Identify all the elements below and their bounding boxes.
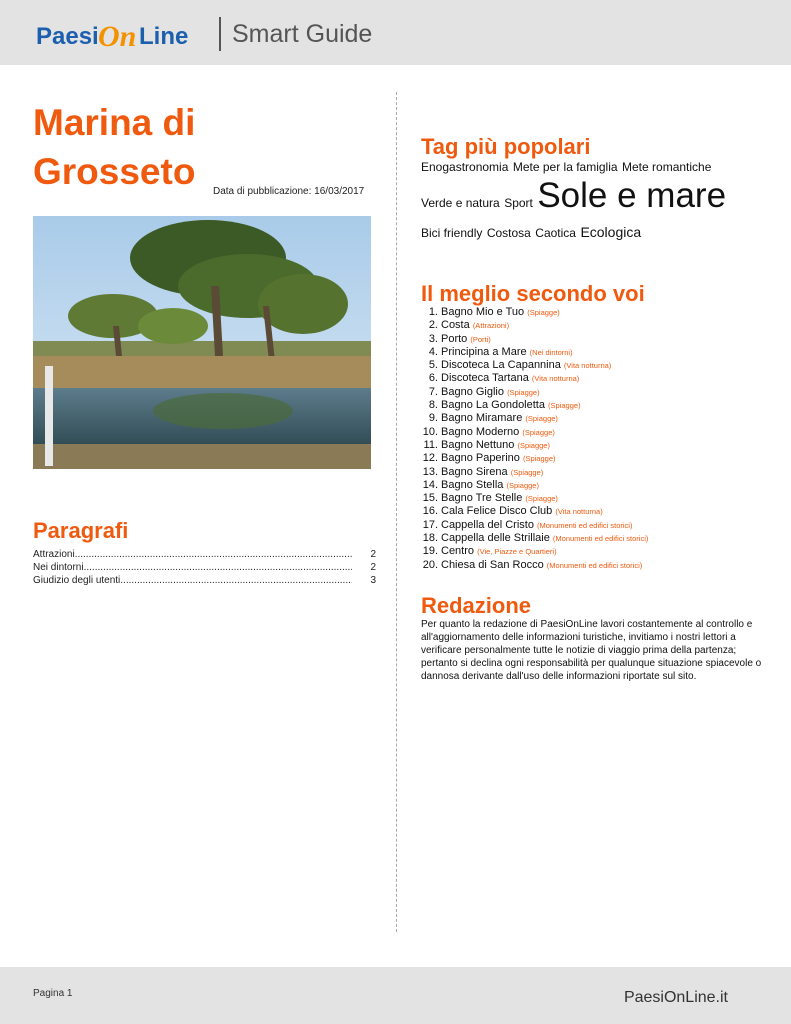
header-divider <box>219 17 221 51</box>
svg-text:Paesi: Paesi <box>36 23 99 50</box>
best-item-number: 9. <box>428 412 438 425</box>
best-list-item[interactable] <box>421 466 781 479</box>
best-item-category[interactable]: (Monumenti ed edifici storici) <box>537 520 633 530</box>
best-item-name[interactable]: Bagno Tre Stelle <box>441 492 523 505</box>
column-divider <box>396 92 397 932</box>
best-item-name[interactable]: Cappella del Cristo <box>441 518 534 531</box>
best-item-number: 14. <box>422 478 438 491</box>
best-list-item[interactable] <box>421 426 781 439</box>
best-item-number: 17. <box>422 518 438 531</box>
best-list-item[interactable] <box>421 439 781 452</box>
best-item-name[interactable]: Bagno Paperino <box>441 452 520 465</box>
best-item-category[interactable]: (Spiagge) <box>522 427 555 437</box>
tag-link[interactable]: Bici friendly <box>421 226 483 240</box>
tag-link[interactable]: Mete romantiche <box>622 160 712 174</box>
best-list-item[interactable] <box>421 346 781 359</box>
toc-page: 3 <box>370 575 376 586</box>
best-list-item[interactable] <box>421 319 781 332</box>
tags-heading: Tag più popolari <box>421 134 591 159</box>
best-list-item[interactable] <box>421 452 781 465</box>
redazione-heading: Redazione <box>421 593 532 618</box>
best-item-number: 13. <box>422 465 438 478</box>
site-link[interactable]: PaesiOnLine.it <box>623 989 728 1006</box>
best-item-name[interactable]: Porto <box>441 332 468 345</box>
best-item-name[interactable]: Cala Felice Disco Club <box>441 505 553 518</box>
best-item-number: 18. <box>422 532 438 545</box>
best-list-item[interactable] <box>421 545 781 558</box>
best-list <box>421 306 781 572</box>
paesionline-logo[interactable] <box>36 16 206 56</box>
svg-text:On: On <box>98 20 137 53</box>
best-item-category[interactable]: (Attrazioni) <box>472 321 510 331</box>
best-item-number: 5. <box>428 359 438 372</box>
best-item-number: 3. <box>428 332 438 345</box>
tag-link[interactable]: Verde e natura <box>421 196 500 210</box>
best-item-name[interactable]: Principina a Mare <box>441 345 527 358</box>
best-item-number: 6. <box>428 372 438 385</box>
page-title <box>33 98 333 196</box>
landscape-photo <box>33 216 371 469</box>
best-item-category[interactable]: (Spiagge) <box>517 440 550 450</box>
best-list-item[interactable] <box>421 519 781 532</box>
tag-cloud <box>421 158 771 242</box>
toc-leader <box>75 548 352 561</box>
toc-leader <box>84 561 352 574</box>
best-list-item[interactable] <box>421 359 781 372</box>
best-item-category[interactable]: (Spiagge) <box>525 414 558 424</box>
header-bar <box>0 0 791 65</box>
best-item-number: 4. <box>428 345 438 358</box>
page-number: Pagina 1 <box>33 988 73 999</box>
best-item-category[interactable]: (Spiagge) <box>525 494 558 504</box>
best-item-number: 2. <box>428 319 438 332</box>
best-item-number: 20. <box>422 558 438 571</box>
best-item-name[interactable]: Bagno Stella <box>441 478 504 491</box>
best-item-number: 10. <box>422 425 438 438</box>
best-item-number: 7. <box>428 385 438 398</box>
best-list-item[interactable] <box>421 306 781 319</box>
best-list-item[interactable] <box>421 532 781 545</box>
best-item-category[interactable]: (Vita notturna) <box>563 361 612 371</box>
footer-bar <box>0 967 791 1024</box>
tag-link[interactable]: Costosa <box>486 226 531 240</box>
best-item-number: 1. <box>428 306 438 318</box>
best-item-name[interactable]: Bagno Nettuno <box>441 438 515 451</box>
best-item-category[interactable]: (Spiagge) <box>507 387 540 397</box>
best-heading: Il meglio secondo voi <box>421 281 645 306</box>
best-item-category[interactable]: (Monumenti ed edifici storici) <box>546 560 643 570</box>
best-list-item[interactable] <box>421 399 781 412</box>
best-item-category[interactable]: (Porti) <box>470 334 491 344</box>
toc-page: 2 <box>370 562 376 573</box>
toc-label[interactable]: Giudizio degli utenti <box>33 575 121 586</box>
toc-page: 2 <box>370 549 376 560</box>
best-item-name[interactable]: Bagno La Gondoletta <box>441 399 545 412</box>
best-item-name[interactable]: Costa <box>441 319 470 332</box>
paragrafi-toc <box>33 548 376 587</box>
best-list-item[interactable] <box>421 559 781 572</box>
tag-link[interactable]: Sole e mare <box>537 176 727 215</box>
best-item-category[interactable]: (Vie, Piazze e Quartieri) <box>477 547 557 557</box>
best-item-name[interactable]: Bagno Sirena <box>441 465 508 478</box>
best-list-item[interactable] <box>421 492 781 505</box>
best-item-number: 11. <box>423 438 438 451</box>
toc-label[interactable]: Attrazioni <box>33 549 75 560</box>
best-item-category[interactable]: (Monumenti ed edifici storici) <box>552 534 649 544</box>
publication-date: Data di pubblicazione: 16/03/2017 <box>213 186 365 197</box>
tag-link[interactable]: Caotica <box>535 226 576 240</box>
tag-link[interactable]: Enogastronomia <box>421 160 509 174</box>
best-item-category[interactable]: (Spiagge) <box>506 480 539 490</box>
best-item-category[interactable]: (Spiagge) <box>548 401 581 411</box>
best-item-number: 8. <box>428 399 438 412</box>
best-item-name[interactable]: Discoteca Tartana <box>441 372 529 385</box>
best-list-item[interactable] <box>421 333 781 346</box>
best-item-category[interactable]: (Spiagge) <box>510 467 544 477</box>
best-item-number: 15. <box>422 492 438 505</box>
best-item-category[interactable]: (Spiagge) <box>522 454 556 464</box>
best-list-item[interactable] <box>421 479 781 492</box>
paragrafi-heading: Paragrafi <box>33 518 129 543</box>
best-item-number: 19. <box>422 545 438 558</box>
header-title: Smart Guide <box>232 20 373 48</box>
toc-leader <box>120 574 352 587</box>
page-title-line1: Marina di <box>33 102 196 143</box>
best-list-item[interactable] <box>421 386 781 399</box>
toc-row[interactable] <box>33 548 376 561</box>
best-item-name[interactable]: Chiesa di San Rocco <box>441 558 544 571</box>
page-title-line2: Grosseto <box>33 151 196 192</box>
svg-text:Line: Line <box>139 23 189 50</box>
redazione-text: Per quanto la redazione di PaesiOnLine lavori costantemente al controllo e all'aggiornamento delle informazioni turistiche, invitiamo i nostri lettori a verificare personalmente tutte le notizie di viaggio prima della partenza; pertanto si declina ogni responsabilità per qualunque situazione spiacevole o dannosa derivante dall'uso delle informazioni riportate sul sito. <box>421 619 762 682</box>
best-list-item[interactable] <box>421 412 781 425</box>
toc-row[interactable] <box>33 574 376 587</box>
best-item-name[interactable]: Bagno Mio e Tuo <box>441 306 525 318</box>
best-item-name[interactable]: Cappella delle Strillaie <box>441 532 550 545</box>
best-item-name[interactable]: Discoteca La Capannina <box>441 359 561 372</box>
best-item-category[interactable]: (Spiagge) <box>527 308 560 317</box>
best-item-name[interactable]: Bagno Moderno <box>441 425 520 438</box>
tag-link[interactable]: Mete per la famiglia <box>512 160 618 174</box>
best-item-number: 12. <box>422 452 438 465</box>
best-item-name[interactable]: Centro <box>441 545 475 558</box>
best-item-category[interactable]: (Nei dintorni) <box>529 347 573 357</box>
tag-link[interactable]: Ecologica <box>580 224 642 240</box>
toc-label[interactable]: Nei dintorni <box>33 562 84 573</box>
best-item-number: 16. <box>422 505 438 518</box>
best-list-item[interactable] <box>421 505 781 518</box>
tag-link[interactable]: Sport <box>504 196 533 210</box>
best-item-name[interactable]: Bagno Miramare <box>441 412 523 425</box>
toc-row[interactable] <box>33 561 376 574</box>
best-item-category[interactable]: (Vita notturna) <box>555 507 603 517</box>
best-item-category[interactable]: (Vita notturna) <box>531 374 580 384</box>
best-item-name[interactable]: Bagno Giglio <box>441 385 504 398</box>
best-list-item[interactable] <box>421 372 781 385</box>
